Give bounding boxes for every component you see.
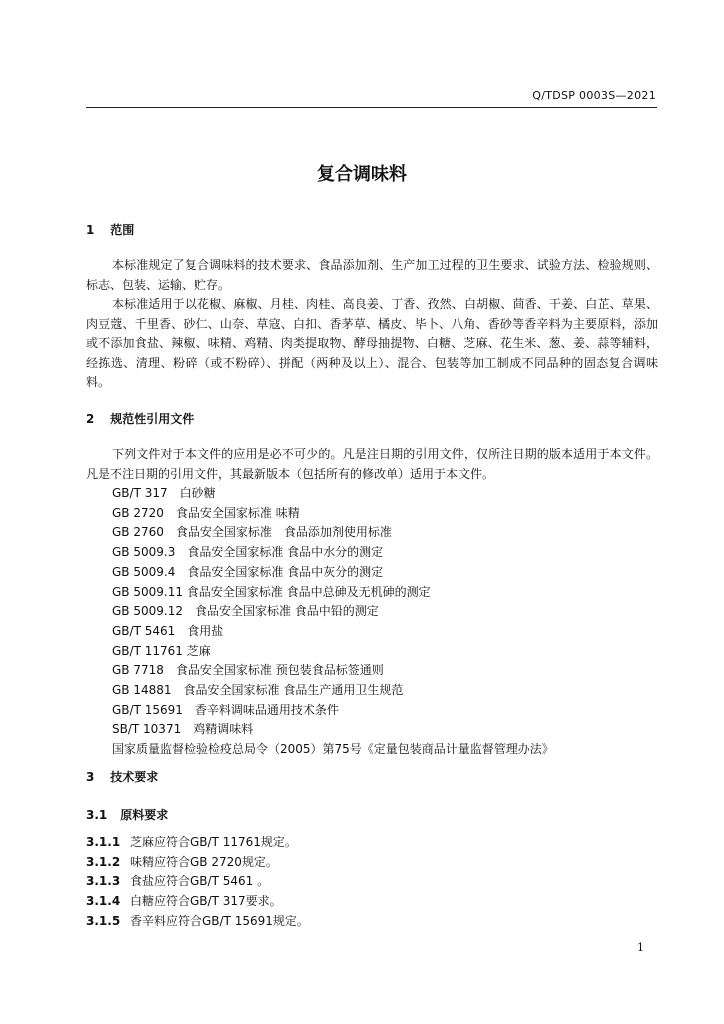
clause-number: 3.1.3 bbox=[86, 874, 121, 889]
section-title: 技术要求 bbox=[110, 770, 159, 784]
clause-item bbox=[86, 872, 309, 892]
standard-code: Q/TDSP 0003S—2021 bbox=[532, 89, 656, 102]
header-rule bbox=[86, 107, 657, 108]
document-title: 复合调味料 bbox=[317, 164, 407, 185]
clause-text: 芝麻应符合GB/T 11761规定。 bbox=[130, 835, 297, 849]
normative-intro: 下列文件对于本文件的应用是必不可少的。凡是注日期的引用文件，仅所注日期的版本适用于本文件。凡是不注日期的引用文件，其最新版本（包括所有的修改单）适用于本文件。 bbox=[86, 447, 658, 481]
reference-item: GB 5009.12 食品安全国家标准 食品中铅的测定 bbox=[112, 604, 379, 619]
reference-item: GB/T 317 白砂糖 bbox=[112, 486, 216, 500]
reference-list bbox=[112, 484, 554, 760]
clause-number: 3.1.4 bbox=[86, 894, 121, 909]
section-title: 范围 bbox=[110, 223, 135, 237]
reference-item: GB 2760 食品安全国家标准 食品添加剂使用标准 bbox=[112, 525, 392, 540]
section-number: 3 bbox=[86, 770, 95, 784]
subsection-number: 3.1 bbox=[86, 808, 108, 822]
subsection-heading-materials bbox=[86, 806, 168, 823]
reference-item: GB/T 5461 食用盐 bbox=[112, 623, 224, 638]
section-heading-normative bbox=[86, 410, 194, 427]
reference-item: GB 7718 食品安全国家标准 预包装食品标签通则 bbox=[112, 663, 384, 678]
clause-number: 3.1.5 bbox=[86, 913, 121, 928]
page-number: 1 bbox=[637, 941, 644, 954]
clause-text: 香辛料应符合GB/T 15691规定。 bbox=[130, 913, 309, 928]
section-heading-scope bbox=[86, 221, 134, 238]
scope-paragraph-1: 本标准规定了复合调味料的技术要求、食品添加剂、生产加工过程的卫生要求、试验方法、检验规则、标志、包装、运输、贮存。 bbox=[86, 258, 658, 292]
clause-item bbox=[86, 892, 309, 912]
section-title: 规范性引用文件 bbox=[110, 412, 195, 426]
reference-item: GB 5009.11 食品安全国家标准 食品中总砷及无机砷的测定 bbox=[112, 584, 431, 599]
subsection-title: 原料要求 bbox=[120, 808, 169, 822]
reference-item: GB 5009.3 食品安全国家标准 食品中水分的测定 bbox=[112, 545, 384, 560]
section-number: 1 bbox=[86, 223, 95, 237]
reference-item: 国家质量监督检验检疫总局令（2005）第75号《定量包装商品计量监督管理办法》 bbox=[112, 742, 554, 757]
clause-text: 食盐应符合GB/T 5461 。 bbox=[130, 874, 270, 889]
clause-item bbox=[86, 833, 309, 853]
scope-paragraph-2: 本标准适用于以花椒、麻椒、月桂、肉桂、高良姜、丁香、孜然、白胡椒、茴香、干姜、白芷、草果、肉豆蔻、千里香、砂仁、山奈、草寇、白扣、香茅草、橘皮、毕卜、八角、香砂等香辛料为主要原料，添加或不添加食盐、辣椒、味精、鸡精、肉类提取物、酵母抽提物、白糖、芝麻、花生米、葱、姜、蒜等辅料，经拣选、清理、粉碎（或不粉碎）、拼配（两种及以上）、混合、包装等加工制成不同品种的固态复合调味料。 bbox=[86, 297, 658, 390]
clause-item bbox=[86, 853, 309, 873]
reference-item: GB/T 11761 芝麻 bbox=[112, 643, 211, 658]
clause-text: 白糖应符合GB/T 317要求。 bbox=[130, 894, 282, 909]
reference-item: GB/T 15691 香辛料调味品通用技术条件 bbox=[112, 702, 339, 717]
clause-text: 味精应符合GB 2720规定。 bbox=[130, 854, 278, 869]
reference-item: SB/T 10371 鸡精调味料 bbox=[112, 722, 254, 737]
reference-item: GB 5009.4 食品安全国家标准 食品中灰分的测定 bbox=[112, 564, 384, 579]
reference-item: GB 14881 食品安全国家标准 食品生产通用卫生规范 bbox=[112, 683, 404, 698]
clause-number: 3.1.1 bbox=[86, 835, 121, 849]
clause-number: 3.1.2 bbox=[86, 854, 121, 869]
reference-item: GB 2720 食品安全国家标准 味精 bbox=[112, 505, 300, 520]
clause-item bbox=[86, 912, 309, 932]
section-heading-tech bbox=[86, 768, 158, 785]
section-number: 2 bbox=[86, 412, 95, 426]
clause-list bbox=[86, 833, 309, 932]
